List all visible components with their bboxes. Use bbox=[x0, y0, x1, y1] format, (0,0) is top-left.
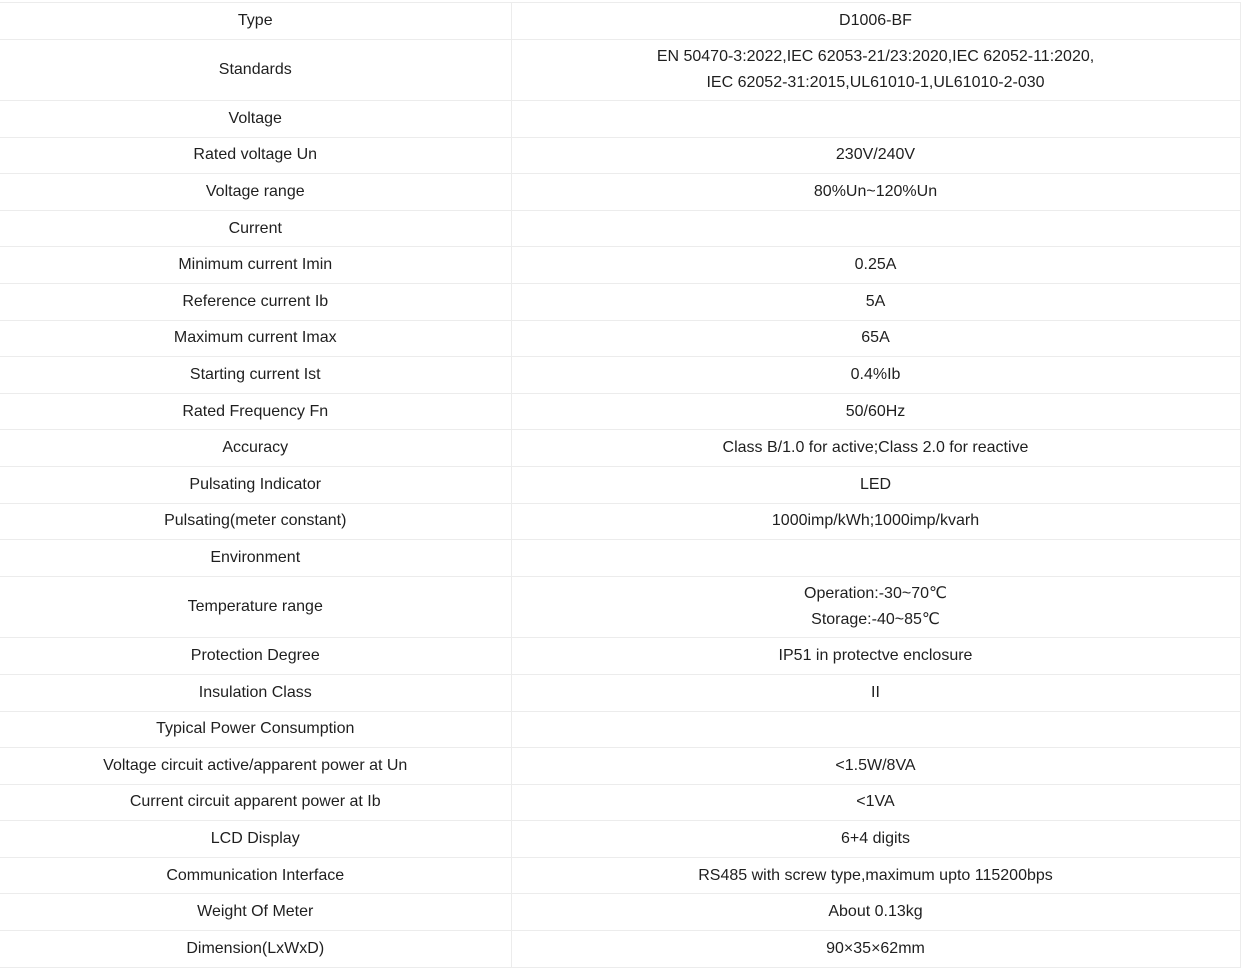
spec-value-line: D1006-BF bbox=[839, 11, 912, 29]
spec-value-line: RS485 with screw type,maximum upto 115200bps bbox=[698, 866, 1053, 884]
spec-label: Rated voltage Un bbox=[0, 137, 511, 174]
spec-value-line: EN 50470-3:2022,IEC 62053-21/23:2020,IEC 62052-11:2020, bbox=[656, 47, 1095, 65]
spec-row bbox=[0, 3, 1240, 40]
spec-value bbox=[511, 674, 1240, 711]
spec-value bbox=[511, 393, 1240, 430]
spec-row bbox=[0, 320, 1240, 357]
spec-row bbox=[0, 467, 1240, 504]
spec-row bbox=[0, 174, 1240, 211]
spec-value bbox=[511, 430, 1240, 467]
spec-value-line: 5A bbox=[865, 292, 886, 310]
spec-label: Voltage bbox=[0, 101, 511, 138]
spec-label: Reference current Ib bbox=[0, 284, 511, 321]
spec-value bbox=[511, 467, 1240, 504]
spec-value bbox=[511, 748, 1240, 785]
spec-value-line: <1VA bbox=[856, 793, 895, 811]
spec-value bbox=[511, 174, 1240, 211]
spec-value bbox=[511, 357, 1240, 394]
spec-value-line: 1000imp/kWh;1000imp/kvarh bbox=[771, 512, 980, 530]
spec-value bbox=[511, 101, 1240, 138]
spec-label: Protection Degree bbox=[0, 638, 511, 675]
spec-value-line: Storage:-40~85℃ bbox=[811, 611, 940, 629]
spec-value bbox=[511, 247, 1240, 284]
spec-value-line: II bbox=[871, 683, 880, 701]
spec-row bbox=[0, 931, 1240, 968]
spec-value bbox=[511, 3, 1240, 40]
spec-label: Maximum current Imax bbox=[0, 320, 511, 357]
spec-label: Temperature range bbox=[0, 576, 511, 638]
spec-label: Dimension(LxWxD) bbox=[0, 931, 511, 968]
spec-row bbox=[0, 821, 1240, 858]
spec-value bbox=[511, 39, 1240, 101]
spec-row bbox=[0, 247, 1240, 284]
spec-value bbox=[511, 711, 1240, 748]
spec-value bbox=[511, 503, 1240, 540]
spec-value bbox=[511, 284, 1240, 321]
spec-label: Current circuit apparent power at Ib bbox=[0, 784, 511, 821]
spec-value-line: <1.5W/8VA bbox=[835, 756, 916, 774]
spec-row bbox=[0, 894, 1240, 931]
spec-value-line: 6+4 digits bbox=[841, 830, 910, 848]
spec-value-line: Class B/1.0 for active;Class 2.0 for reactive bbox=[722, 439, 1029, 457]
spec-row bbox=[0, 576, 1240, 638]
spec-value bbox=[511, 540, 1240, 577]
spec-label: Insulation Class bbox=[0, 674, 511, 711]
spec-row bbox=[0, 540, 1240, 577]
spec-row bbox=[0, 430, 1240, 467]
spec-value-line: 0.25A bbox=[854, 256, 897, 274]
spec-value-line: 65A bbox=[861, 329, 890, 347]
spec-value bbox=[511, 931, 1240, 968]
spec-label: Pulsating(meter constant) bbox=[0, 503, 511, 540]
spec-value-line: LED bbox=[859, 475, 892, 493]
spec-row bbox=[0, 784, 1240, 821]
spec-value bbox=[511, 821, 1240, 858]
spec-table bbox=[0, 2, 1241, 968]
spec-label: Current bbox=[0, 210, 511, 247]
spec-label: Standards bbox=[0, 39, 511, 101]
spec-value bbox=[511, 894, 1240, 931]
spec-row bbox=[0, 137, 1240, 174]
spec-value bbox=[511, 784, 1240, 821]
spec-row bbox=[0, 503, 1240, 540]
spec-value bbox=[511, 857, 1240, 894]
spec-label: Voltage range bbox=[0, 174, 511, 211]
spec-row bbox=[0, 39, 1240, 101]
spec-value-line: IP51 in protectve enclosure bbox=[778, 647, 973, 665]
spec-value bbox=[511, 320, 1240, 357]
spec-row bbox=[0, 101, 1240, 138]
spec-value-line: About 0.13kg bbox=[828, 903, 923, 921]
spec-value-line: 90×35×62mm bbox=[826, 939, 925, 957]
spec-value bbox=[511, 210, 1240, 247]
spec-value-line: 0.4%Ib bbox=[850, 366, 901, 384]
spec-value-line: Operation:-30~70℃ bbox=[804, 585, 947, 603]
spec-row bbox=[0, 857, 1240, 894]
spec-value bbox=[511, 137, 1240, 174]
spec-label: Accuracy bbox=[0, 430, 511, 467]
spec-row bbox=[0, 393, 1240, 430]
spec-row bbox=[0, 748, 1240, 785]
spec-value-line: 230V/240V bbox=[835, 146, 916, 164]
spec-row bbox=[0, 357, 1240, 394]
spec-row bbox=[0, 210, 1240, 247]
spec-label: Starting current Ist bbox=[0, 357, 511, 394]
spec-label: Typical Power Consumption bbox=[0, 711, 511, 748]
spec-label: Communication Interface bbox=[0, 857, 511, 894]
spec-value-line: 80%Un~120%Un bbox=[813, 183, 938, 201]
spec-row bbox=[0, 284, 1240, 321]
spec-row bbox=[0, 638, 1240, 675]
spec-value bbox=[511, 638, 1240, 675]
spec-value bbox=[511, 576, 1240, 638]
spec-value-line: IEC 62052-31:2015,UL61010-1,UL61010-2-030 bbox=[706, 73, 1045, 91]
spec-label: Weight Of Meter bbox=[0, 894, 511, 931]
spec-label: Voltage circuit active/apparent power at Un bbox=[0, 748, 511, 785]
spec-row bbox=[0, 674, 1240, 711]
spec-label: Type bbox=[0, 3, 511, 40]
spec-value-line: 50/60Hz bbox=[845, 402, 906, 420]
spec-label: Minimum current Imin bbox=[0, 247, 511, 284]
spec-label: Environment bbox=[0, 540, 511, 577]
spec-table-body bbox=[0, 3, 1240, 968]
spec-label: LCD Display bbox=[0, 821, 511, 858]
spec-row bbox=[0, 711, 1240, 748]
spec-label: Rated Frequency Fn bbox=[0, 393, 511, 430]
spec-label: Pulsating Indicator bbox=[0, 467, 511, 504]
